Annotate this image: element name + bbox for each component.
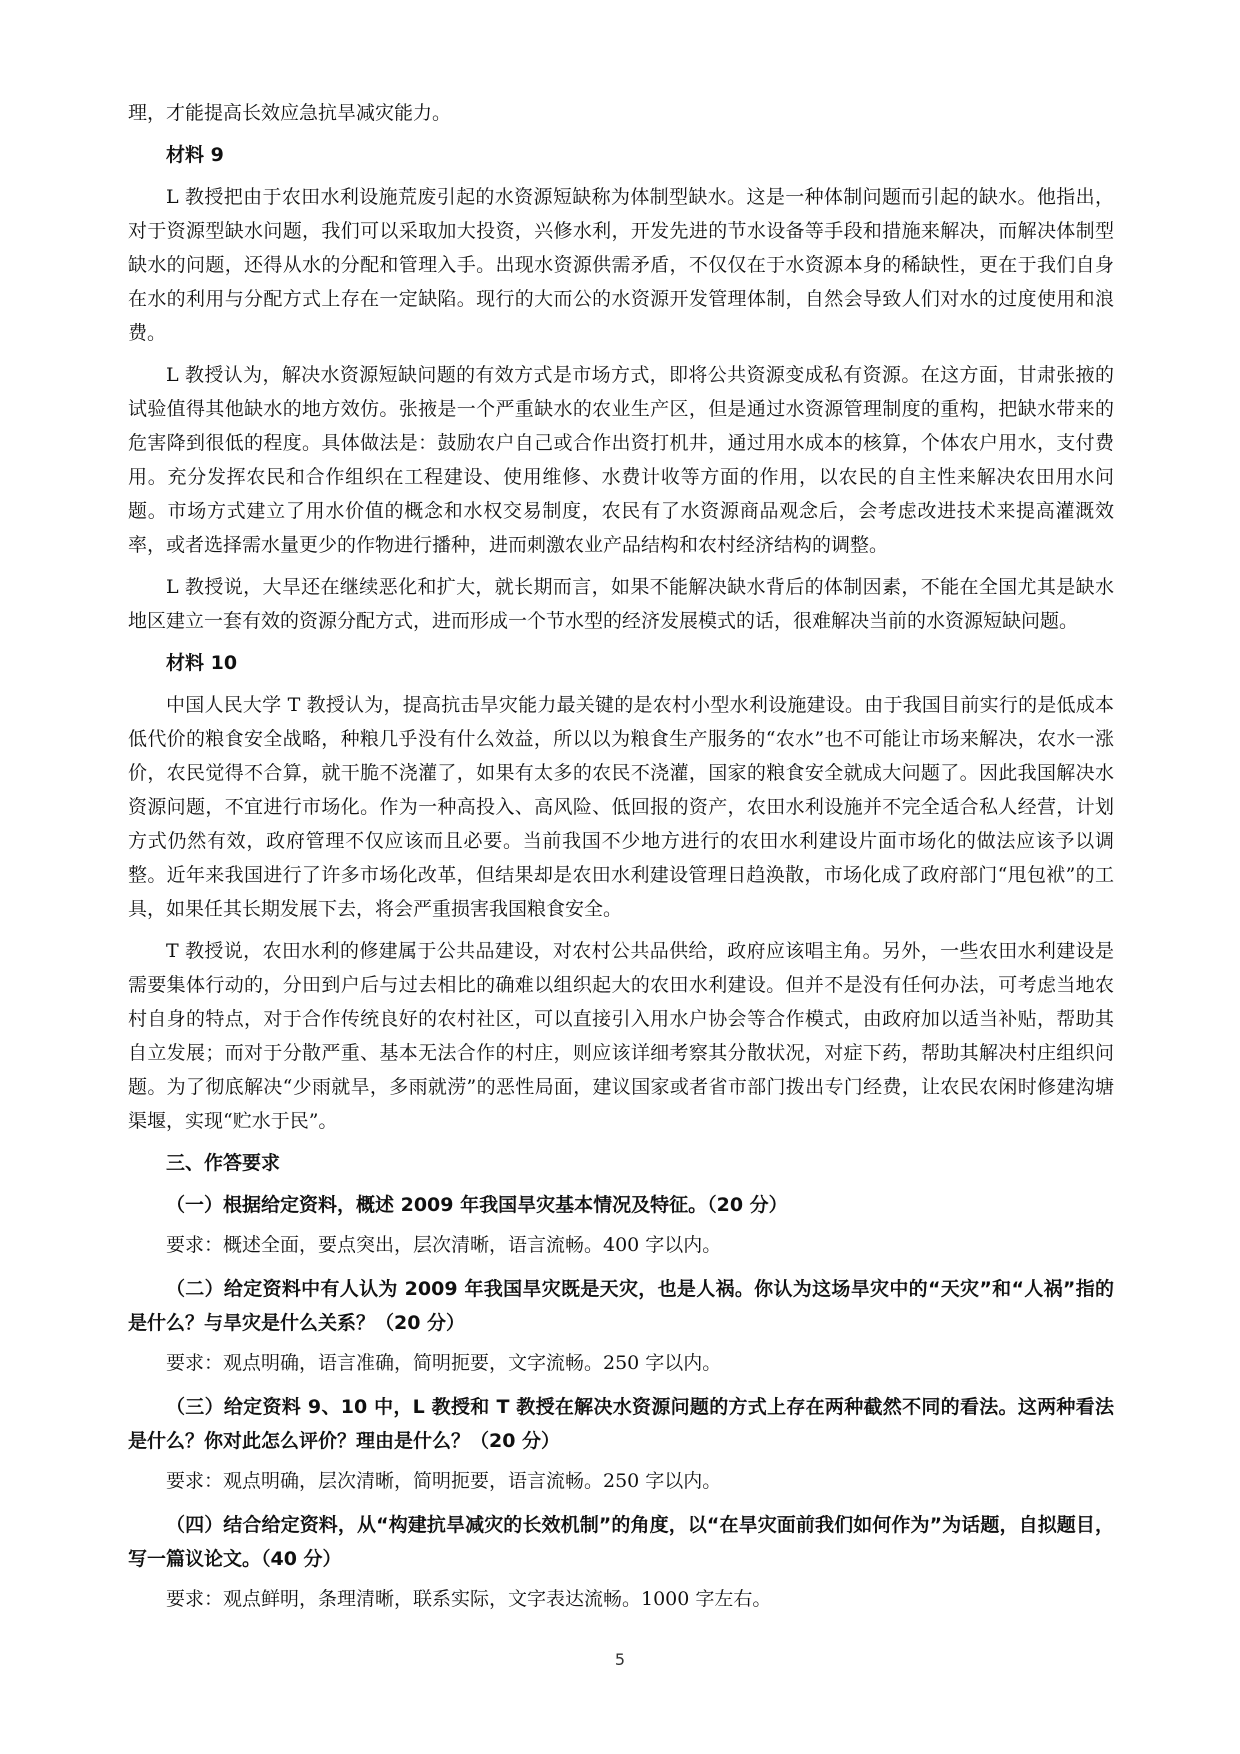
material-9-paragraph: L 教授把由于农田水利设施荒废引起的水资源短缺称为体制型缺水。这是一种体制问题而引起的缺水。他指出，对于资源型缺水问题，我们可以采取加大投资，兴修水利，开发先进的节水设备等手段和措施来解决，而解决体制型缺水的问题，还得从水的分配和管理入手。出现水资源供需矛盾，不仅仅在于水资源本身的稀缺性，更在于我们自身在水的利用与分配方式上存在一定缺陷。现行的大而公的水资源开发管理体制，自然会导致人们对水的过度使用和浪费。 [128,186,1114,344]
question-requirement: 要求：概述全面，要点突出，层次清晰，语言流畅。400 字以内。 [166,1234,722,1256]
question-prompt: （四）结合给定资料，从“构建抗旱减灾的长效机制”的角度，以“在旱灾面前我们如何作为”为话题，自拟题目，写一篇议论文。（40 分） [128,1514,1114,1570]
question-requirement: 要求：观点明确，语言准确，简明扼要，文字流畅。250 字以内。 [166,1352,722,1374]
material-9-paragraph: L 教授说，大旱还在继续恶化和扩大，就长期而言，如果不能解决缺水背后的体制因素，不能在全国尤其是缺水地区建立一套有效的资源分配方式，进而形成一个节水型的经济发展模式的话，很难解决当前的水资源短缺问题。 [128,576,1114,632]
question-requirement: 要求：观点明确，层次清晰，简明扼要，语言流畅。250 字以内。 [166,1470,722,1492]
intro-tail-text: 理，才能提高长效应急抗旱减灾能力。 [128,102,452,124]
material-10-paragraph: T 教授说，农田水利的修建属于公共品建设，对农村公共品供给，政府应该唱主角。另外，一些农田水利建设是需要集体行动的，分田到户后与过去相比的确难以组织起大的农田水利建设。但并不是没有任何办法，可考虑当地农村自身的特点，对于合作传统良好的农村社区，可以直接引入用水户协会等合作模式，由政府加以适当补贴，帮助其自立发展；而对于分散严重、基本无法合作的村庄，则应该详细考察其分散状况，对症下药，帮助其解决村庄组织问题。为了彻底解决“少雨就旱，多雨就涝”的恶性局面，建议国家或者省市部门拨出专门经费，让农民农闲时修建沟塘渠堰，实现“贮水于民”。 [128,940,1114,1132]
page-number: 5 [614,1650,626,1669]
question-prompt: （三）给定资料 9、10 中，L 教授和 T 教授在解决水资源问题的方式上存在两种截然不同的看法。这两种看法是什么？你对此怎么评价？理由是什么？（20 分） [128,1396,1114,1452]
material-10-paragraph: 中国人民大学 T 教授认为，提高抗击旱灾能力最关键的是农村小型水利设施建设。由于我国目前实行的是低成本低代价的粮食安全战略，种粮几乎没有什么效益，所以以为粮食生产服务的“农水”也不可能让市场来解决，农水一涨价，农民觉得不合算，就干脆不浇灌了，如果有太多的农民不浇灌，国家的粮食安全就成大问题了。因此我国解决水资源问题，不宜进行市场化。作为一种高投入、高风险、低回报的资产，农田水利设施并不完全适合私人经营，计划方式仍然有效，政府管理不仅应该而且必要。当前我国不少地方进行的农田水利建设片面市场化的做法应该予以调整。近年来我国进行了许多市场化改革，但结果却是农田水利建设管理日趋涣散，市场化成了政府部门“甩包袱”的工具，如果任其长期发展下去，将会严重损害我国粮食安全。 [128,694,1114,920]
answer-section-title: 三、作答要求 [166,1152,281,1174]
page-content [128,96,1114,1626]
question-prompt: （一）根据给定资料，概述 2009 年我国旱灾基本情况及特征。（20 分） [166,1194,788,1216]
material-10-title: 材料 10 [166,652,238,674]
question-prompt: （二）给定资料中有人认为 2009 年我国旱灾既是天灾，也是人祸。你认为这场旱灾中的“天灾”和“人祸”指的是什么？与旱灾是什么关系？（20 分） [128,1278,1114,1334]
material-9-title: 材料 9 [166,144,224,166]
question-requirement: 要求：观点鲜明，条理清晰，联系实际，文字表达流畅。1000 字左右。 [166,1588,772,1610]
material-9-paragraph: L 教授认为，解决水资源短缺问题的有效方式是市场方式，即将公共资源变成私有资源。在这方面，甘肃张掖的试验值得其他缺水的地方效仿。张掖是一个严重缺水的农业生产区，但是通过水资源管理制度的重构，把缺水带来的危害降到很低的程度。具体做法是：鼓励农户自己或合作出资打机井，通过用水成本的核算，个体农户用水，支付费用。充分发挥农民和合作组织在工程建设、使用维修、水费计收等方面的作用，以农民的自主性来解决农田用水问题。市场方式建立了用水价值的概念和水权交易制度，农民有了水资源商品观念后，会考虑改进技术来提高灌溉效率，或者选择需水量更少的作物进行播种，进而刺激农业产品结构和农村经济结构的调整。 [128,364,1114,556]
